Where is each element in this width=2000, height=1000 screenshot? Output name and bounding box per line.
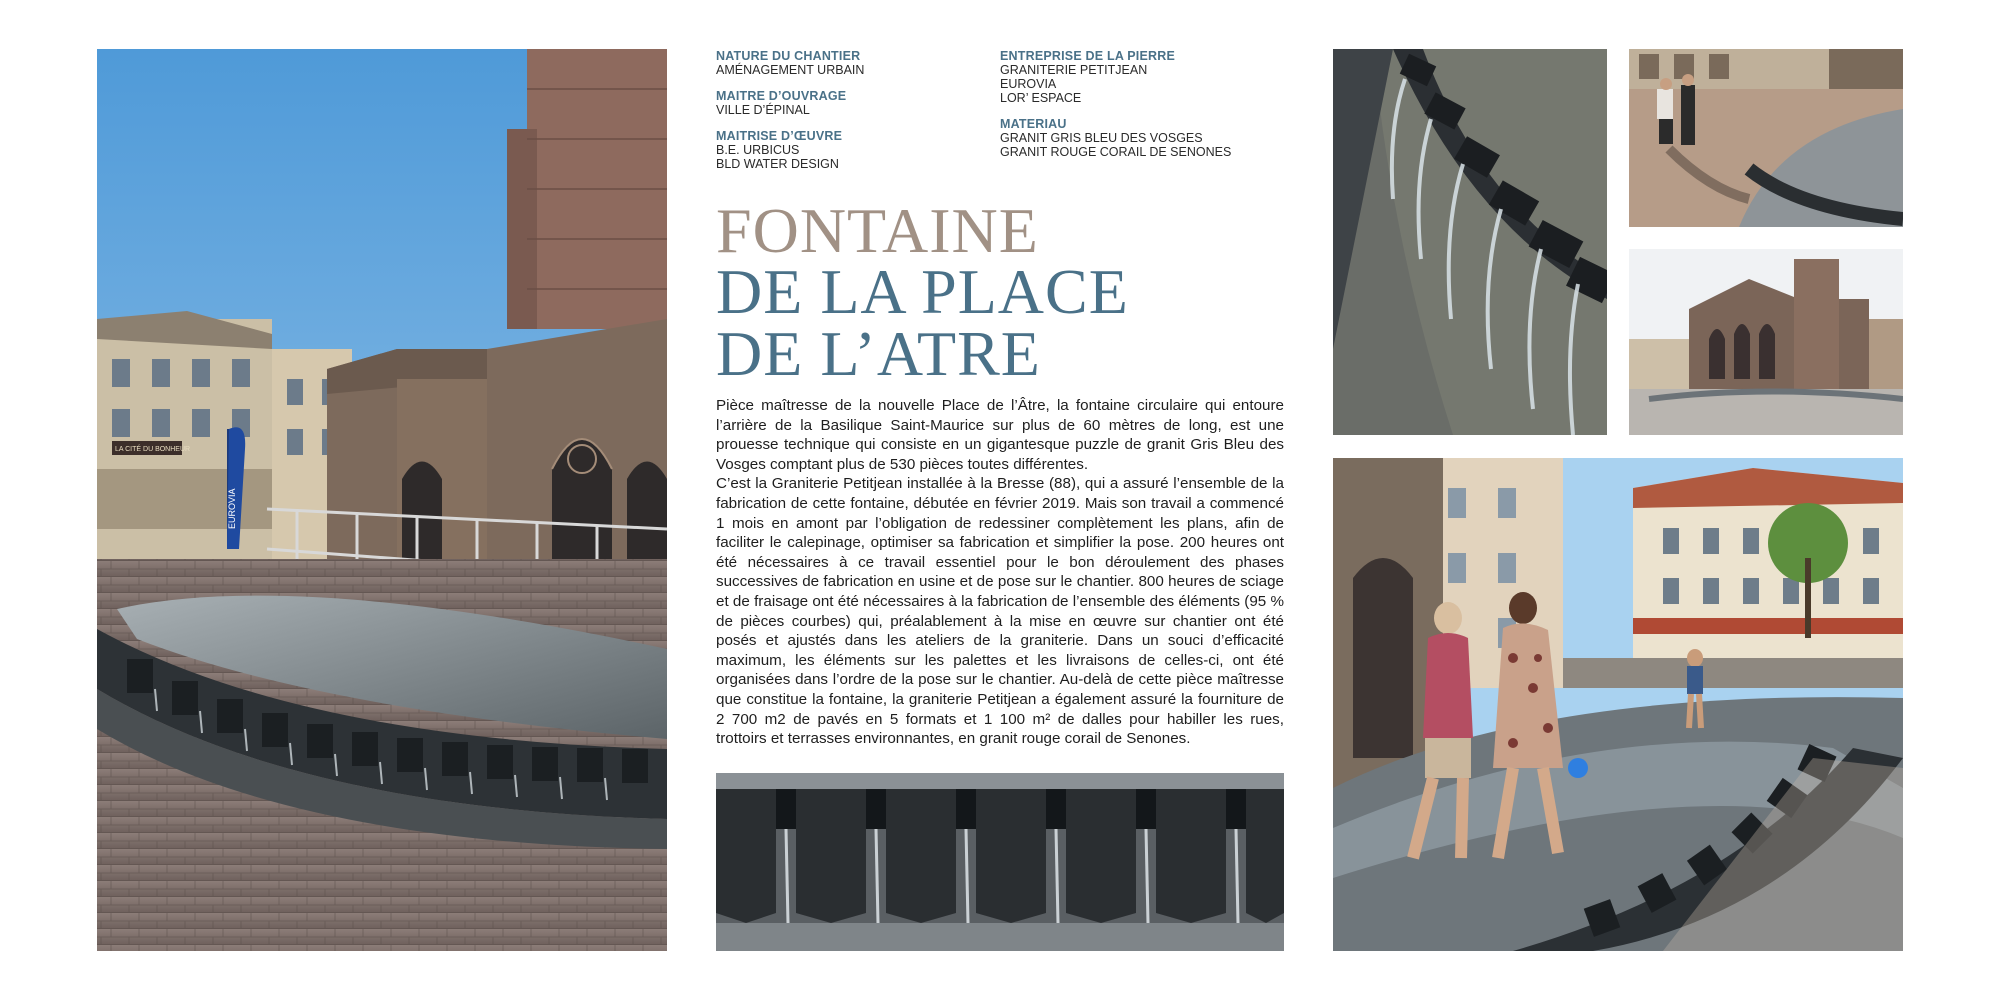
banner-text: EUROVIA — [227, 488, 237, 529]
meta-nature-value: AMÉNAGEMENT URBAIN — [716, 63, 865, 77]
photo-basilica-view — [1629, 249, 1903, 435]
photo-fountain-basilica-wide — [97, 49, 667, 951]
title-line-1: FONTAINE — [716, 195, 1039, 266]
meta-nature — [716, 49, 976, 77]
title-line-2: DE LA PLACE — [716, 256, 1129, 328]
meta-materiau-value: GRANIT ROUGE CORAIL DE SENONES — [1000, 145, 1232, 159]
body-paragraph: Pièce maîtresse de la nouvelle Place de l’Âtre, la fontaine circulaire qui entoure l’arrière de la Basilique Saint-Maurice sur plus de 60 mètres de long, est une prouesse technique qui consiste en un gigantesque puzzle de granit Gris Bleu des Vosges comptant plus de 530 pièces toutes différentes. — [716, 397, 1284, 473]
project-metadata-left — [716, 49, 976, 183]
photo-fountain-spouts-closeup — [716, 773, 1284, 951]
meta-maitrise-oeuvre — [716, 129, 976, 171]
meta-nature-label: NATURE DU CHANTIER — [716, 49, 861, 63]
meta-maitre-ouvrage — [716, 89, 976, 117]
meta-entreprise — [1000, 49, 1290, 105]
meta-maitre-ouvrage-label: MAITRE D’OUVRAGE — [716, 89, 847, 103]
meta-maitrise-oeuvre-value: BLD WATER DESIGN — [716, 157, 839, 171]
shop-sign-text: LA CITÉ DU BONHEUR — [115, 446, 191, 453]
article-title — [716, 195, 1129, 389]
photo-women-walking-fountain — [1333, 458, 1903, 951]
meta-maitrise-oeuvre-label: MAITRISE D’ŒUVRE — [716, 129, 843, 143]
title-line-3: DE L’ATRE — [716, 317, 1041, 389]
meta-maitre-ouvrage-value: VILLE D’ÉPINAL — [716, 103, 810, 117]
photo-cascading-spouts — [1333, 49, 1607, 435]
meta-entreprise-value: LOR’ ESPACE — [1000, 91, 1082, 105]
project-metadata-right — [1000, 49, 1290, 171]
article-body — [716, 396, 1284, 749]
meta-materiau-value: GRANIT GRIS BLEU DES VOSGES — [1000, 131, 1203, 145]
photo-visitors-at-fountain — [1629, 49, 1903, 227]
meta-entreprise-value: GRANITERIE PETITJEAN — [1000, 63, 1148, 77]
meta-entreprise-label: ENTREPRISE DE LA PIERRE — [1000, 49, 1175, 63]
meta-maitrise-oeuvre-value: B.E. URBICUS — [716, 143, 800, 157]
meta-materiau-label: MATERIAU — [1000, 117, 1067, 131]
body-paragraph: C’est la Graniterie Petitjean installée à la Bresse (88), qui a assuré l’ensemble de la fabrication de cette fontaine, débutée en février 2019. Mais son travail a commencé 1 mois en amont par l’obligation de redessiner complètement les plans, afin de faciliter le calepinage, optimiser sa fabrication et simplifier la pose. 200 heures ont été nécessaires à ce travail essentiel pour le bon déroulement des phases successives de fabrication en usine et de pose sur le chantier. 800 heures de sciage et de fraisage ont été nécessaires à la fabrication de l’ensemble des éléments (95 % de pièces courbes) qui, préalablement à la mise en œuvre sur chantier ont été posés et ajustés dans les ateliers de la graniterie. Dans un souci d’efficacité maximum, les éléments sur les palettes et les livraisons de celles-ci, ont été organisées dans l’ordre de la pose sur le chantier. Au-delà de cette pièce maîtresse que constitue la fontaine, la graniterie Petitjean a également assuré la fourniture de 2 700 m2 de pavés en 5 formats et 1 100 m² de dalles pour habiller les rues, trottoirs et terrasses environnantes, en granit rouge corail de Senones. — [716, 475, 1284, 748]
meta-materiau — [1000, 117, 1290, 159]
meta-entreprise-value: EUROVIA — [1000, 77, 1057, 91]
